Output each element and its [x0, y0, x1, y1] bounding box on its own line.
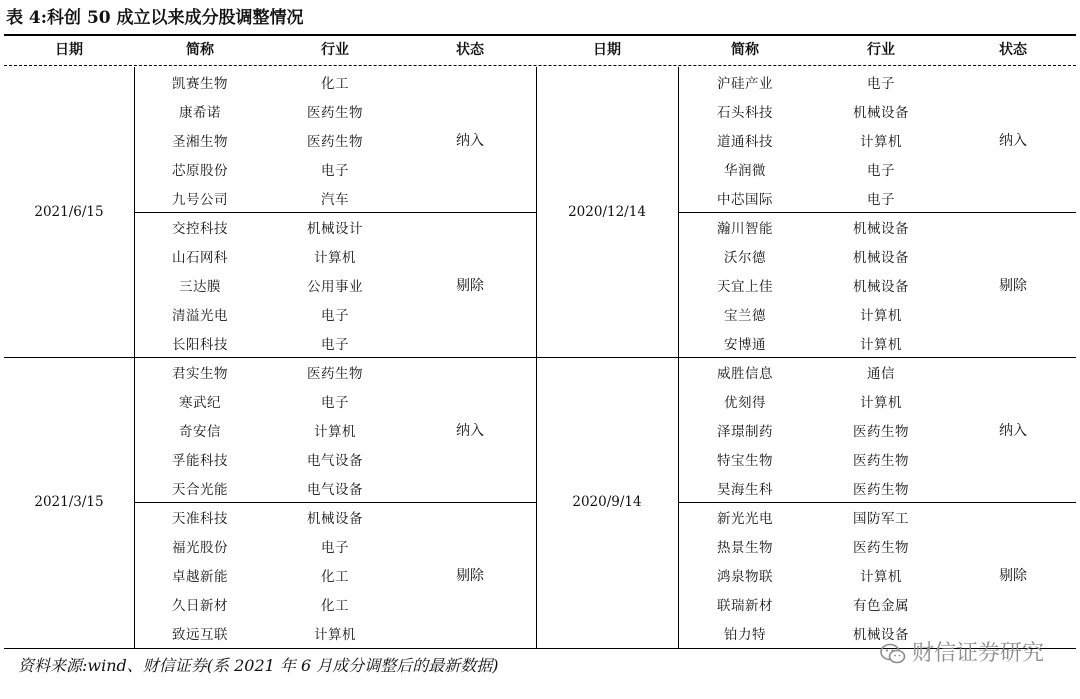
industry: 医药生物	[853, 539, 909, 556]
stock-name: 清溢光电	[172, 307, 228, 324]
table-title: 表 4:科创 50 成立以来成分股调整情况	[6, 8, 304, 28]
stock-name: 交控科技	[172, 220, 228, 237]
source-note: 资料来源:wind、财信证券(系 2021 年 6 月成分调整后的最新数据)	[18, 656, 499, 675]
industry: 机械设计	[307, 220, 363, 237]
divider-period-right	[536, 357, 1076, 358]
stock-name: 鸿泉物联	[717, 568, 773, 585]
industry: 有色金属	[853, 597, 909, 614]
header-industry-right: 行业	[867, 42, 895, 58]
stock-name: 致远互联	[172, 626, 228, 643]
stock-name: 福光股份	[172, 539, 228, 556]
industry: 国防军工	[853, 510, 909, 527]
stock-name: 山石网科	[172, 249, 228, 266]
stock-name: 天合光能	[172, 481, 228, 498]
stock-name: 天准科技	[172, 510, 228, 527]
industry: 电子	[321, 336, 349, 353]
table-row	[4, 357, 536, 386]
industry: 医药生物	[853, 452, 909, 469]
table-row	[4, 67, 536, 96]
stock-name: 铂力特	[724, 626, 766, 643]
industry: 计算机	[860, 568, 902, 585]
industry: 电子	[867, 162, 895, 179]
industry: 机械设备	[853, 104, 909, 121]
industry: 医药生物	[307, 133, 363, 150]
industry: 汽车	[321, 191, 349, 208]
stock-name: 瀚川智能	[717, 220, 773, 237]
stock-name: 联瑞新材	[717, 597, 773, 614]
status-cell: 剔除	[999, 277, 1027, 294]
status-cell: 纳入	[999, 422, 1027, 439]
status-cell: 纳入	[999, 132, 1027, 149]
industry: 通信	[867, 365, 895, 382]
industry: 机械设备	[853, 220, 909, 237]
industry: 化工	[321, 75, 349, 92]
stock-name: 优刻得	[724, 394, 766, 411]
stock-name: 昊海生科	[717, 481, 773, 498]
industry: 医药生物	[853, 423, 909, 440]
industry: 计算机	[314, 626, 356, 643]
watermark	[880, 638, 1044, 670]
divider-group-left-2	[134, 502, 536, 503]
stock-name: 华润微	[724, 162, 766, 179]
stock-name: 寒武纪	[179, 394, 221, 411]
industry: 机械设备	[307, 510, 363, 527]
industry: 医药生物	[307, 104, 363, 121]
stock-name: 沃尔德	[724, 249, 766, 266]
industry: 公用事业	[307, 278, 363, 295]
industry: 机械设备	[853, 249, 909, 266]
industry: 机械设备	[853, 626, 909, 643]
header-status-right: 状态	[999, 42, 1027, 58]
stock-name: 道通科技	[717, 133, 773, 150]
stock-name: 泽璟制药	[717, 423, 773, 440]
header-name-left: 简称	[186, 42, 214, 58]
industry: 计算机	[860, 336, 902, 353]
industry: 计算机	[860, 133, 902, 150]
header-date-left: 日期	[55, 42, 83, 58]
industry: 电气设备	[307, 452, 363, 469]
stock-name: 久日新材	[172, 597, 228, 614]
stock-name: 三达膜	[179, 278, 221, 295]
divider-group-right-2	[678, 502, 1076, 503]
stock-name: 圣湘生物	[172, 133, 228, 150]
industry: 电子	[321, 162, 349, 179]
industry: 计算机	[314, 423, 356, 440]
stock-name: 凯赛生物	[172, 75, 228, 92]
stock-name: 热景生物	[717, 539, 773, 556]
industry: 计算机	[860, 394, 902, 411]
industry: 电子	[867, 75, 895, 92]
industry: 医药生物	[307, 365, 363, 382]
stock-name: 沪硅产业	[717, 75, 773, 92]
header-date-right: 日期	[593, 42, 621, 58]
divider-group-right-1	[678, 212, 1076, 213]
header-bottom-rule	[4, 65, 1076, 66]
stock-name: 石头科技	[717, 104, 773, 121]
header-status-left: 状态	[456, 42, 484, 58]
header-name-right: 简称	[731, 42, 759, 58]
stock-name: 孚能科技	[172, 452, 228, 469]
status-cell: 剔除	[456, 567, 484, 584]
divider-period-left	[4, 357, 536, 358]
stock-name: 君实生物	[172, 365, 228, 382]
status-cell: 纳入	[456, 422, 484, 439]
stock-name: 新光光电	[717, 510, 773, 527]
industry: 电子	[321, 394, 349, 411]
header-industry-left: 行业	[321, 42, 349, 58]
industry: 电子	[321, 307, 349, 324]
stock-name: 威胜信息	[717, 365, 773, 382]
industry: 化工	[321, 568, 349, 585]
stock-name: 天宜上佳	[717, 278, 773, 295]
industry: 机械设备	[853, 278, 909, 295]
stock-name: 康希诺	[179, 104, 221, 121]
wechat-icon	[880, 643, 906, 665]
industry: 化工	[321, 597, 349, 614]
status-cell: 纳入	[456, 132, 484, 149]
stock-name: 中芯国际	[717, 191, 773, 208]
stock-name: 宝兰德	[724, 307, 766, 324]
watermark-text: 财信证券研究	[911, 641, 1044, 666]
divider-group-left-1	[134, 212, 536, 213]
industry: 医药生物	[853, 481, 909, 498]
date-cell: 2020/12/14	[568, 204, 646, 220]
date-cell: 2020/9/14	[572, 494, 642, 510]
industry: 电子	[321, 539, 349, 556]
stock-name: 芯原股份	[172, 162, 228, 179]
status-cell: 剔除	[999, 567, 1027, 584]
industry: 计算机	[860, 307, 902, 324]
industry: 计算机	[314, 249, 356, 266]
stock-name: 长阳科技	[172, 336, 228, 353]
status-cell: 剔除	[456, 277, 484, 294]
table-row	[536, 357, 1076, 386]
stock-name: 奇安信	[179, 423, 221, 440]
date-cell: 2021/3/15	[34, 494, 104, 510]
stock-name: 特宝生物	[717, 452, 773, 469]
date-cell: 2021/6/15	[34, 204, 104, 220]
industry: 电子	[867, 191, 895, 208]
stock-name: 安博通	[724, 336, 766, 353]
stock-name: 卓越新能	[172, 568, 228, 585]
stock-name: 九号公司	[172, 191, 228, 208]
industry: 电气设备	[307, 481, 363, 498]
table-row	[536, 67, 1076, 96]
